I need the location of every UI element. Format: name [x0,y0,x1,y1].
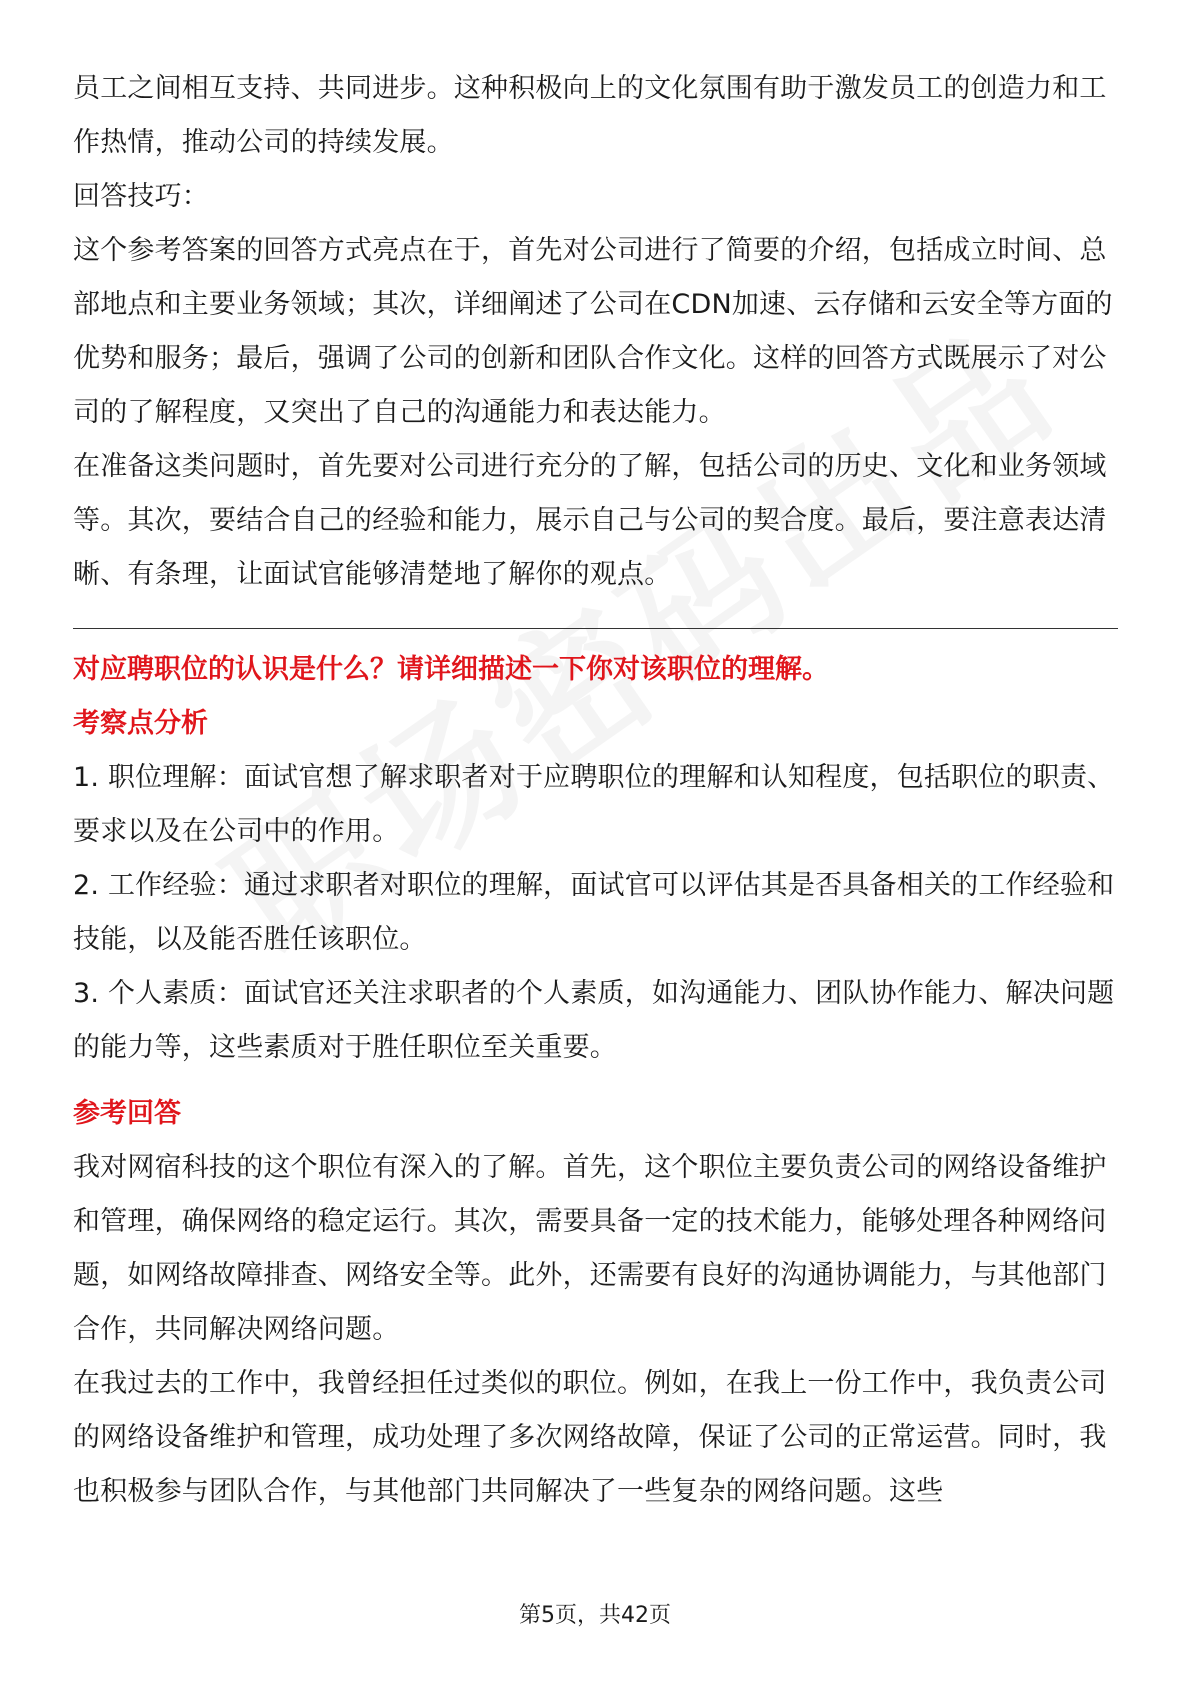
answer-tips-heading: 回答技巧： [73,181,209,212]
preparation-paragraph: 在准备这类问题时，首先要对公司进行充分的了解，包括公司的历史、文化和业务领域等。其次，要结合自己的经验和能力，展示自己与公司的契合度。最后，要注意表达清晰、有条理，让面试官能够清楚地了解你的观点。 [73,451,1107,590]
analysis-item: 3. 个人素质：面试官还关注求职者的个人素质，如沟通能力、团队协作能力、解决问题的能力等，这些素质对于胜任职位至关重要。 [73,978,1115,1063]
answer-title: 参考回答 [73,1098,181,1129]
section-divider [73,628,1118,629]
answer-tips-paragraph: 这个参考答案的回答方式亮点在于，首先对公司进行了简要的介绍，包括成立时间、总部地点和主要业务领域；其次，详细阐述了公司在CDN加速、云存储和云安全等方面的优势和服务；最后，强调了公司的创新和团队合作文化。这样的回答方式既展示了对公司的了解程度，又突出了自己的沟通能力和表达能力。 [73,235,1113,428]
analysis-item: 2. 工作经验：通过求职者对职位的理解，面试官可以评估其是否具备相关的工作经验和技能，以及能否胜任该职位。 [73,870,1115,955]
analysis-title: 考察点分析 [73,708,208,739]
question-heading: 对应聘职位的认识是什么？请详细描述一下你对该职位的理解。 [73,654,829,685]
page-number-footer: 第5页，共42页 [519,1603,671,1628]
paragraph-continuation: 员工之间相互支持、共同进步。这种积极向上的文化氛围有助于激发员工的创造力和工作热情，推动公司的持续发展。 [73,73,1107,158]
answer-paragraph: 我对网宿科技的这个职位有深入的了解。首先，这个职位主要负责公司的网络设备维护和管理，确保网络的稳定运行。其次，需要具备一定的技术能力，能够处理各种网络问题，如网络故障排查、网络安全等。此外，还需要有良好的沟通协调能力，与其他部门合作，共同解决网络问题。 [73,1152,1107,1345]
analysis-item: 1. 职位理解：面试官想了解求职者对于应聘职位的理解和认知程度，包括职位的职责、要求以及在公司中的作用。 [73,762,1115,847]
answer-paragraph: 在我过去的工作中，我曾经担任过类似的职位。例如，在我上一份工作中，我负责公司的网络设备维护和管理，成功处理了多次网络故障，保证了公司的正常运营。同时，我也积极参与团队合作，与其他部门共同解决了一些复杂的网络问题。这些 [73,1368,1107,1507]
document-body [73,62,1118,1519]
